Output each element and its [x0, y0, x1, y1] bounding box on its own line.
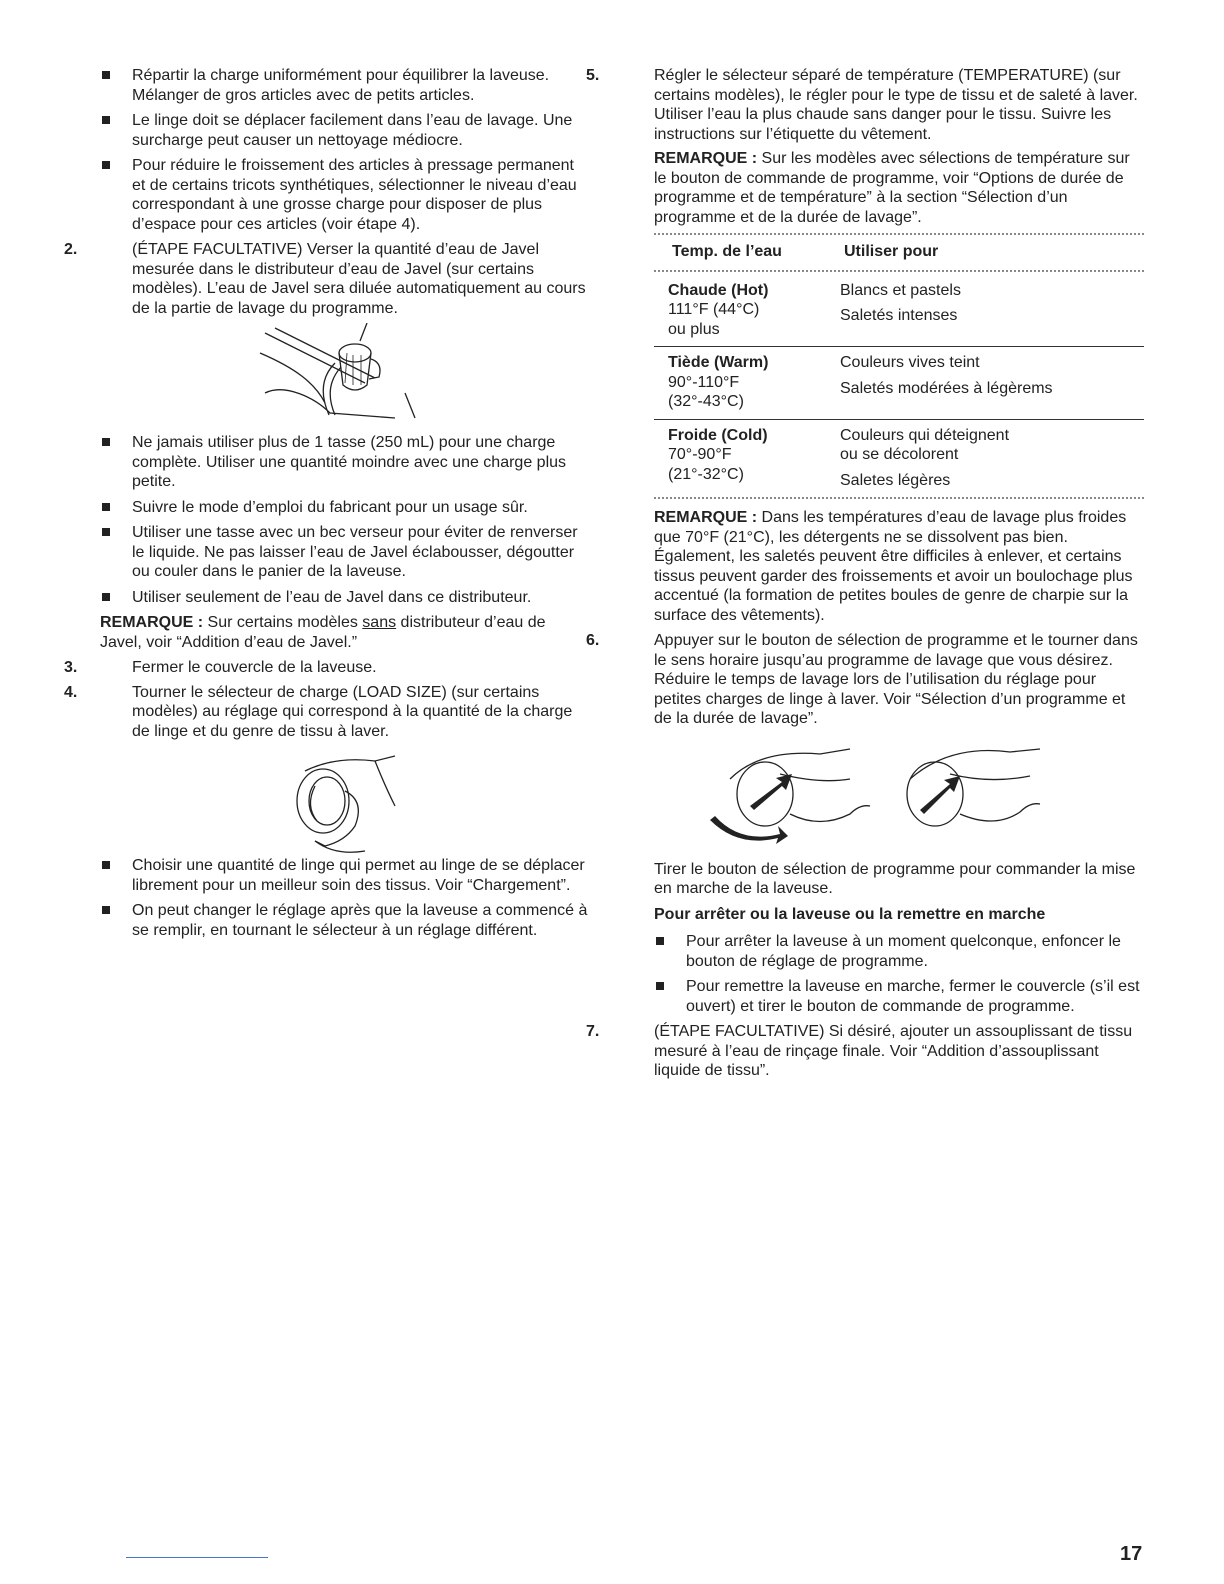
footer-line: [126, 1557, 268, 1558]
step-2: [64, 240, 590, 318]
page-number: 17: [1120, 1543, 1143, 1565]
step-6: [586, 631, 1144, 729]
bullet-change-setting: On peut changer le réglage après que la laveuse a commencé à se remplir, en tournant le sélecteur à un réglage différent.: [100, 901, 590, 940]
temp-range-2: (21°-32°C): [668, 465, 744, 483]
step-text: Appuyer sur le bouton de sélection de programme et le tourner dans le sens horaire jusqu’au programme de lavage que vous désirez. Réduire le temps de lavage lors de l’utilisation du réglage pour petites charges de linge à laver. Voir “Sélection d’un programme et de la durée de lavage”.: [654, 632, 1138, 727]
remark-label: REMARQUE :: [100, 614, 204, 631]
step-text: Fermer le couvercle de la laveuse.: [132, 659, 377, 676]
bullet-load-quantity: Choisir une quantité de linge qui permet au linge de se déplacer librement pour un meilleur soin des tissus. Voir “Chargement”.: [100, 856, 590, 895]
step-7: [586, 1022, 1144, 1081]
step-text: Régler le sélecteur séparé de température (TEMPERATURE) (sur certains modèles), le régler pour le type de tissu et de saleté à laver. Utiliser l’eau la plus chaude sans danger pour le tissu. Suivre les instructions sur l’étiquette du vêtement.: [654, 67, 1138, 143]
step-number: 6.: [586, 632, 600, 649]
temp-range: 90°-110°F: [668, 373, 740, 391]
step-4: [64, 683, 590, 742]
header-temp: Temp. de l’eau: [672, 243, 782, 260]
use-soil: Saletes légères: [840, 471, 951, 489]
bullet-restart: Pour remettre la laveuse en marche, fermer le couvercle (s’il est ouvert) et tirer le bouton de commande de programme.: [654, 977, 1144, 1016]
use-fabric: Blancs et pastels: [840, 281, 961, 299]
step-number: 7.: [586, 1023, 600, 1040]
right-column: [586, 66, 1144, 1086]
temp-name: Froide (Cold): [668, 426, 768, 444]
table-row-cold: [654, 419, 1144, 498]
remark-temperature: [622, 149, 1144, 227]
use-fabric-2: ou se décolorent: [840, 446, 959, 463]
bullet-stop: Pour arrêter la laveuse à un moment quelconque, enfoncer le bouton de réglage de programme.: [654, 932, 1144, 971]
load-size-dial-illustration: [275, 746, 415, 856]
pull-knob-text: Tirer le bouton de sélection de programme pour commander la mise en marche de la laveuse.: [654, 860, 1136, 897]
temp-range-2: (32°-43°C): [668, 393, 744, 410]
remark-text: Sur certains modèles: [203, 614, 363, 631]
temperature-table: [654, 233, 1144, 502]
step-number: 5.: [586, 67, 600, 84]
use-fabric: Couleurs vives teint: [840, 354, 980, 371]
bleach-pour-illustration: [255, 323, 435, 433]
remark-label: REMARQUE :: [654, 509, 758, 526]
step-number: 3.: [64, 659, 78, 676]
temp-name: Chaude (Hot): [668, 281, 769, 299]
remark-text-end: distributeur d’eau de Javel, voir “Addition d’eau de Javel.”: [100, 614, 546, 651]
table-row-hot: [654, 275, 1144, 347]
step-text: (ÉTAPE FACULTATIVE) Si désiré, ajouter un assouplissant de tissu mesuré à l’eau de rinçage finale. Voir “Addition d’assouplissant liquide de tissu”.: [654, 1023, 1133, 1079]
step-number: 4.: [64, 683, 78, 701]
temp-range: 111°F (44°C): [668, 301, 760, 318]
temp-range: 70°-90°F: [668, 446, 732, 463]
bullet-balance-load: Répartir la charge uniformément pour équilibrer la laveuse. Mélanger de gros articles avec de petits articles.: [100, 66, 590, 105]
header-use: Utiliser pour: [844, 243, 939, 260]
remark-underlined: sans: [362, 614, 397, 631]
step-3: [64, 658, 590, 678]
remark-bleach: [100, 613, 590, 652]
left-column: [64, 66, 590, 946]
cycle-knob-illustration: [710, 734, 1130, 854]
stop-restart-subheading: Pour arrêter ou la laveuse ou la remettre en marche: [654, 905, 1046, 923]
use-soil: Saletés modérées à légèrems: [840, 379, 1053, 397]
remark-text: Sur les modèles avec sélections de température sur le bouton de commande de programme, voir “Options de durée de programme et de température” à la section “Sélection d’un programme et de la durée de lavage”.: [654, 150, 1130, 226]
step-text: (ÉTAPE FACULTATIVE) Verser la quantité d’eau de Javel mesurée dans le distributeur d’eau de Javel (sur certains modèles). L’eau de Javel sera diluée automatiquement au cours de la partie de lavage du programme.: [132, 241, 586, 317]
bullet-bleach-only: Utiliser seulement de l’eau de Javel dans ce distributeur.: [100, 588, 590, 608]
bullet-overload: Le linge doit se déplacer facilement dans l’eau de lavage. Une surcharge peut causer un nettoyage médiocre.: [100, 111, 590, 150]
remark-cold-water: [622, 508, 1144, 625]
temp-range-2: ou plus: [668, 320, 720, 338]
remark-text: Dans les températures d’eau de lavage plus froides que 70°F (21°C), les détergents ne se dissolvent pas bien. Également, les saletés peuvent être difficiles à enlever, et certains tissus peuvent garder des froissements et avoir un boulochage plus accentué (la formation de petites boules de genre de charpie sur la surface des vêtements).: [654, 509, 1133, 624]
table-row-warm: [654, 346, 1144, 419]
table-header: [654, 238, 1144, 270]
step-number: 2.: [64, 241, 78, 258]
use-soil: Saletés intenses: [840, 307, 958, 324]
bullet-max-cup: Ne jamais utiliser plus de 1 tasse (250 mL) pour une charge complète. Utiliser une quantité moindre avec une charge plus petite.: [100, 433, 590, 492]
temp-name: Tiède (Warm): [668, 354, 769, 371]
table-divider: [654, 497, 1144, 502]
bullet-spout-cup: Utiliser une tasse avec un bec verseur pour éviter de renverser le liquide. Ne pas laisser l’eau de Javel éclabousser, dégoutter ou couler dans le panier de la laveuse.: [100, 523, 590, 582]
bullet-wrinkles: Pour réduire le froissement des articles à pressage permanent et de certains tricots synthétiques, sélectionner le niveau d’eau correspondant à une grosse charge pour disposer de plus d’espace pour ces articles (voir étape 4).: [100, 156, 590, 234]
remark-label: REMARQUE :: [654, 150, 758, 167]
bullet-manufacturer: Suivre le mode d’emploi du fabricant pour un usage sûr.: [100, 498, 590, 518]
use-fabric: Couleurs qui déteignent: [840, 426, 1010, 444]
step-text: Tourner le sélecteur de charge (LOAD SIZE) (sur certains modèles) au réglage qui correspond à la quantité de la charge de linge et du genre de tissu à laver.: [132, 683, 573, 740]
step-5: [586, 66, 1144, 144]
